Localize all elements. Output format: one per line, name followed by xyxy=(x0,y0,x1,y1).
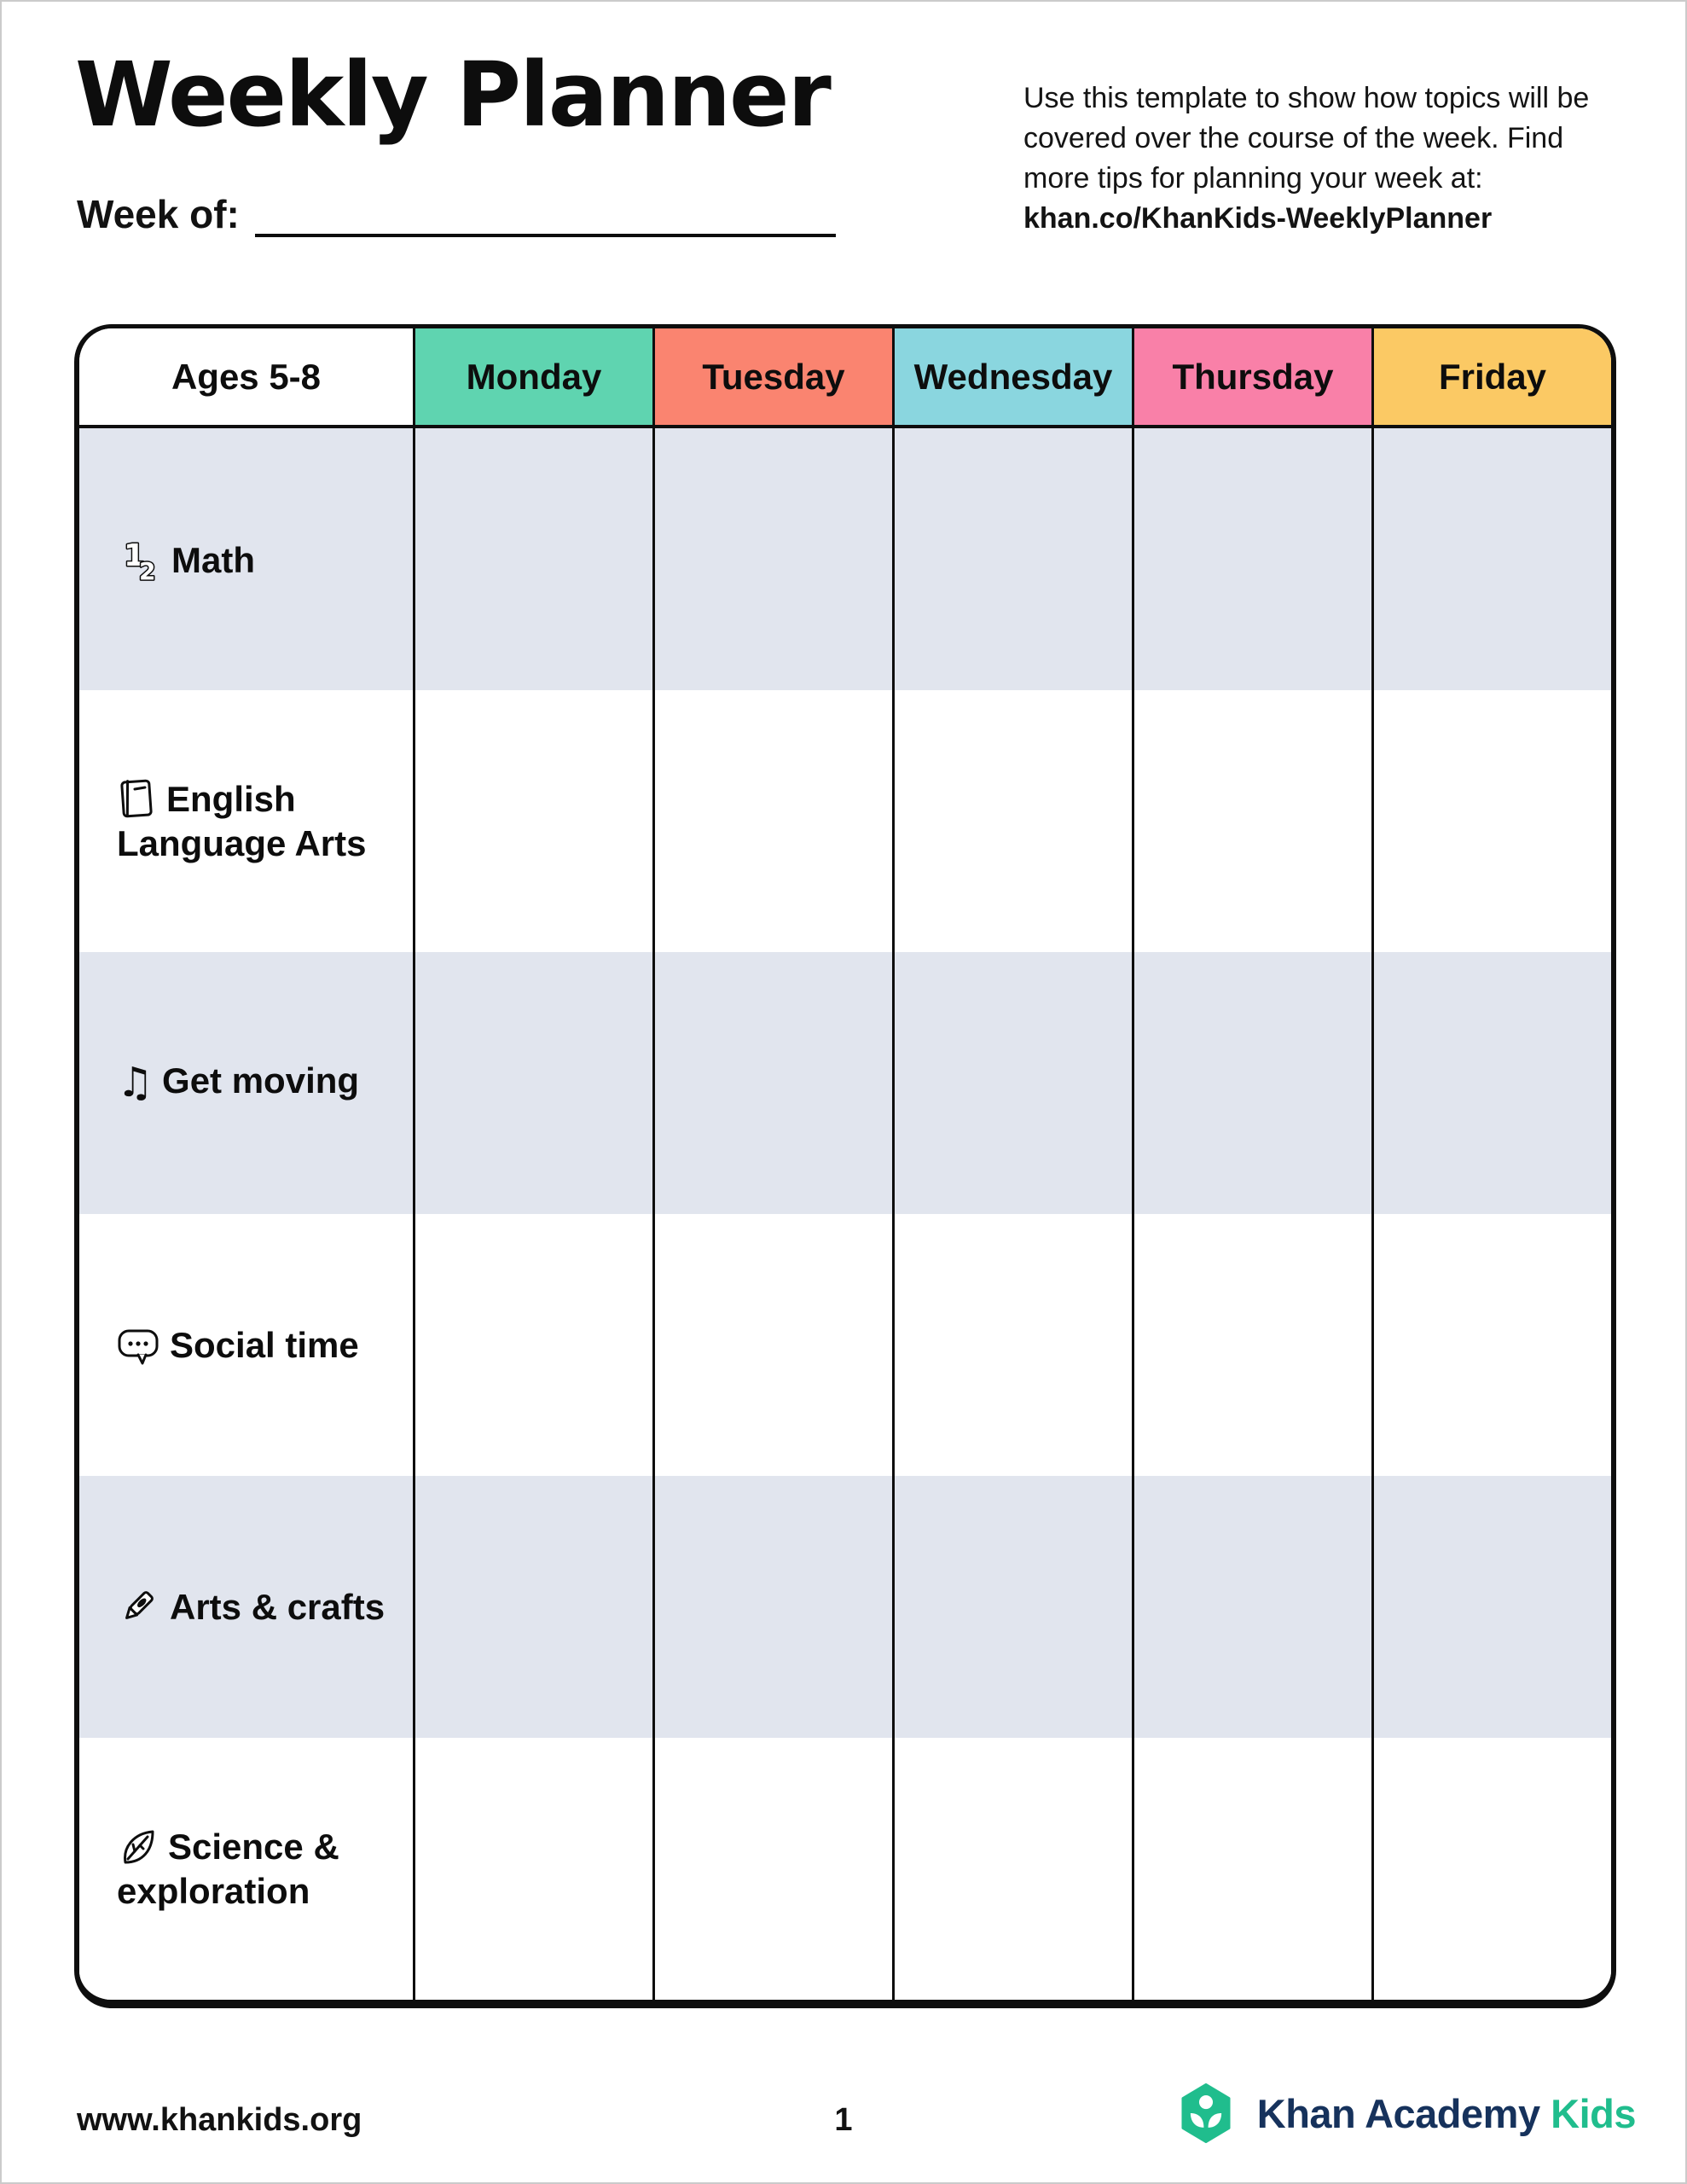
row-label-text: Get moving xyxy=(162,1060,360,1101)
planner-cell-math-friday[interactable] xyxy=(1371,428,1611,690)
planner-cell-moving-friday[interactable] xyxy=(1371,952,1611,1214)
planner-cell-arts-monday[interactable] xyxy=(413,1476,652,1738)
leaf-icon xyxy=(117,1827,158,1867)
header-thursday: Thursday xyxy=(1132,328,1371,425)
table-row-science xyxy=(79,1738,1611,2000)
intro-text: Use this template to show how topics will be covered over the course of the week. Find more tips for planning your week at: xyxy=(1023,82,1590,195)
planner-cell-moving-tuesday[interactable] xyxy=(652,952,892,1214)
row-label-arts xyxy=(79,1476,413,1738)
book-icon xyxy=(117,777,156,820)
week-of-row xyxy=(77,191,836,237)
week-of-blank-line[interactable] xyxy=(255,193,836,237)
speech-bubble-icon xyxy=(117,1327,159,1366)
numbers-12-icon xyxy=(117,537,161,581)
khan-academy-kids-logo[interactable] xyxy=(1179,2083,1636,2143)
planner-cell-math-monday[interactable] xyxy=(413,428,652,690)
planner-cell-science-tuesday[interactable] xyxy=(652,1738,892,2000)
planner-cell-science-thursday[interactable] xyxy=(1132,1738,1371,2000)
row-label-ela xyxy=(79,690,413,952)
row-label-text: Science & exploration xyxy=(117,1827,339,1911)
planner-cell-moving-thursday[interactable] xyxy=(1132,952,1371,1214)
header-ages: Ages 5-8 xyxy=(79,328,413,425)
planner-cell-arts-thursday[interactable] xyxy=(1132,1476,1371,1738)
intro-text-block xyxy=(1023,78,1631,239)
planner-cell-ela-monday[interactable] xyxy=(413,690,652,952)
planner-cell-ela-friday[interactable] xyxy=(1371,690,1611,952)
logo-text-kids: Kids xyxy=(1551,2090,1636,2136)
row-label-text: Social time xyxy=(170,1324,359,1365)
planner-table xyxy=(74,324,1616,2008)
music-note-icon: ♫ xyxy=(117,1059,154,1107)
planner-cell-moving-monday[interactable] xyxy=(413,952,652,1214)
header-wednesday: Wednesday xyxy=(892,328,1132,425)
planner-cell-ela-thursday[interactable] xyxy=(1132,690,1371,952)
khan-hexagon-leaf-icon xyxy=(1179,2083,1233,2143)
planner-cell-science-friday[interactable] xyxy=(1371,1738,1611,2000)
table-row-social xyxy=(79,1214,1611,1476)
planner-cell-arts-wednesday[interactable] xyxy=(892,1476,1132,1738)
planner-cell-social-thursday[interactable] xyxy=(1132,1214,1371,1476)
crayon-icon xyxy=(117,1585,159,1628)
planner-cell-science-wednesday[interactable] xyxy=(892,1738,1132,2000)
planner-cell-arts-tuesday[interactable] xyxy=(652,1476,892,1738)
table-row-ela xyxy=(79,690,1611,952)
row-label-text: Arts & crafts xyxy=(170,1586,386,1627)
planner-cell-math-wednesday[interactable] xyxy=(892,428,1132,690)
row-label-math xyxy=(79,428,413,690)
header-friday: Friday xyxy=(1371,328,1611,425)
footer-website[interactable]: www.khankids.org xyxy=(77,2102,362,2138)
planner-cell-arts-friday[interactable] xyxy=(1371,1476,1611,1738)
week-of-label: Week of: xyxy=(77,192,240,236)
planner-cell-social-friday[interactable] xyxy=(1371,1214,1611,1476)
planner-cell-social-wednesday[interactable] xyxy=(892,1214,1132,1476)
planner-cell-social-tuesday[interactable] xyxy=(652,1214,892,1476)
table-row-get-moving xyxy=(79,952,1611,1214)
svg-text:1: 1 xyxy=(124,537,146,573)
row-label-text: English Language Arts xyxy=(117,779,367,863)
row-label-social xyxy=(79,1214,413,1476)
planner-cell-ela-tuesday[interactable] xyxy=(652,690,892,952)
header-tuesday: Tuesday xyxy=(652,328,892,425)
row-label-get-moving xyxy=(79,952,413,1214)
intro-link[interactable]: khan.co/KhanKids-WeeklyPlanner xyxy=(1023,201,1493,235)
planner-cell-ela-wednesday[interactable] xyxy=(892,690,1132,952)
planner-header-row xyxy=(79,328,1611,428)
row-label-text: Math xyxy=(171,539,255,580)
svg-text:2: 2 xyxy=(139,556,156,581)
planner-cell-math-thursday[interactable] xyxy=(1132,428,1371,690)
planner-cell-social-monday[interactable] xyxy=(413,1214,652,1476)
logo-text-khan-academy: Khan Academy xyxy=(1256,2090,1540,2136)
planner-cell-science-monday[interactable] xyxy=(413,1738,652,2000)
table-row-math xyxy=(79,428,1611,690)
footer-page-number: 1 xyxy=(834,2102,853,2138)
table-row-arts xyxy=(79,1476,1611,1738)
page-title: Weekly Planner xyxy=(75,43,830,147)
row-label-science xyxy=(79,1738,413,2000)
planner-cell-math-tuesday[interactable] xyxy=(652,428,892,690)
header-monday: Monday xyxy=(413,328,652,425)
planner-cell-moving-wednesday[interactable] xyxy=(892,952,1132,1214)
